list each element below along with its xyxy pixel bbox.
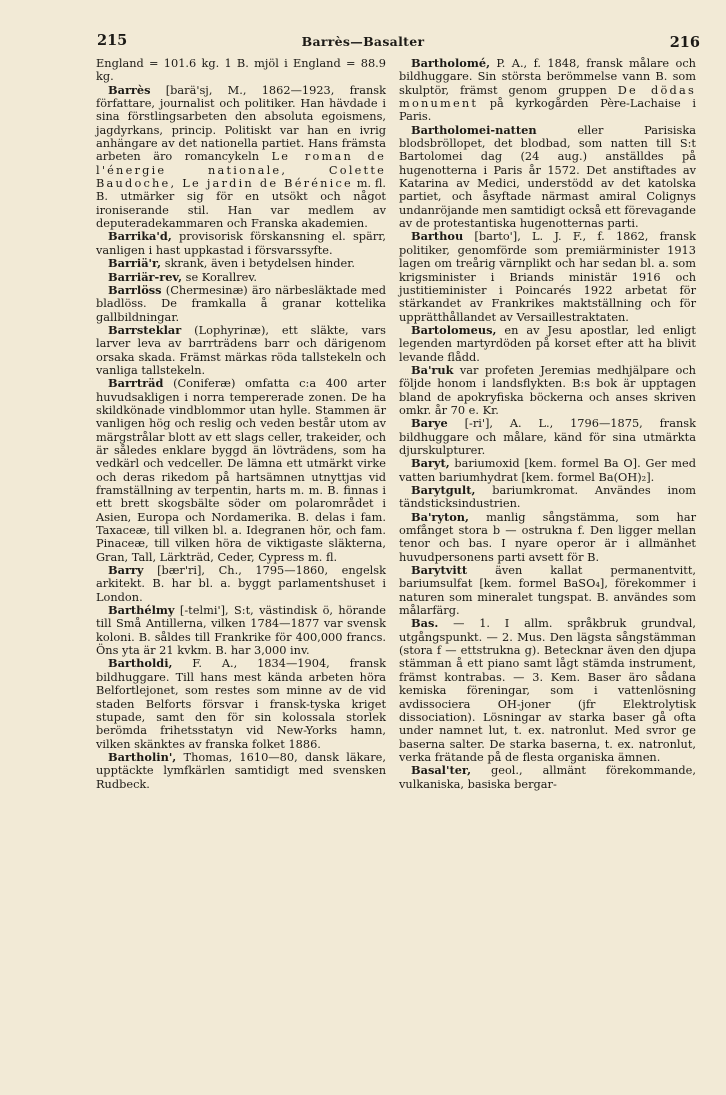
entry-text: på kyrkogården Père-Lachaise i Paris. — [399, 96, 696, 124]
entry-text: bariumoxid [kem. formel Ba O]. Ger med vatten bariumhydrat [kem. formel Ba(OH)₂]. — [399, 456, 696, 484]
entry-spaced-title: Le roman de l'énergie nationale, Colette Baudoche, Le jardin de Bérénice — [96, 149, 386, 191]
entry-text: Thomas, 1610—80, dansk läkare, upptäckte lymfkärlen samtidigt med svensken Rudbeck. — [96, 749, 386, 791]
entry-headword: Barrès — [108, 82, 151, 97]
entry-headword: Barrlöss — [108, 282, 162, 297]
entry-headword: Barriä'r, — [108, 256, 162, 271]
entry — [399, 764, 696, 791]
page-number-left: 215 — [97, 32, 128, 49]
entry-headword: Bartholin', — [108, 749, 177, 764]
entry-text: [bær'ri], Ch., 1795—1860, engelsk arkitekt. B. har bl. a. byggt parlamentshuset i London. — [96, 563, 386, 604]
entry-text: [-telmi'], S:t, västindisk ö, hörande till Små Antillerna, vilken 1784—1877 var svensk koloni. B. såldes till Frankrike för 400,000 francs. Öns yta är 21 kvkm. B. har 3,000 inv. — [96, 603, 386, 658]
left-column — [96, 57, 386, 791]
entry — [96, 324, 386, 377]
right-column — [399, 57, 696, 791]
entry-text: P. A., f. 1848, fransk målare och bildhuggare. Sin största berömmelse vann B. som skulptör, främst genom gruppen — [399, 56, 696, 97]
entry-text: provisorisk förskansning el. spärr, vanligen i hast uppkastad i försvarssyfte. — [96, 229, 386, 257]
entry — [96, 257, 386, 270]
running-title: Barrès—Basalter — [301, 34, 425, 49]
entry — [96, 564, 386, 604]
entry — [96, 657, 386, 750]
entry-text: (Chermesinæ) äro närbesläktade med bladlöss. De framkalla å granar kottelika gallbildningar. — [96, 282, 386, 324]
page-number-right: 216 — [669, 34, 700, 51]
entry — [96, 284, 386, 324]
entry-headword: Barye — [411, 416, 448, 431]
entry-text: (Lophyrinæ), ett släkte, vars larver leva av barrträdens barr och därigenom orsaka skada. Främst märkas röda tallstekeln och vanliga tallstekeln. — [96, 322, 386, 377]
entry — [399, 124, 696, 231]
entry-text: m. fl. B. utmärker sig för en utsökt och något ironiserande stil. Han var medlem av deputeradekammaren och Franska akademien. — [96, 176, 386, 231]
entry-headword: Bas. — [411, 616, 439, 631]
entry-headword: Ba'ruk — [411, 362, 454, 377]
entry-text: F. A., 1834—1904, fransk bildhuggare. Till hans mest kända arbeten höra Belfortlejonet, som restes som minne av de vid staden Belforts försvar i fransk-tyska kriget stupade, samt den för sin kolossala storlek berömda frihetsstatyn vid New-Yorks hamn, vilken skänktes av franska folket 1886. — [96, 656, 386, 751]
entry-spaced-title: De dödas monument — [399, 82, 696, 111]
entry — [399, 457, 696, 484]
entry-text: även kallat permanentvitt, bariumsulfat [kem. formel BaSO₄], förekommer i naturen som mineralet tungspat. B. användes som målarfärg. — [399, 563, 696, 618]
entry — [96, 377, 386, 564]
entry-text: en av Jesu apostlar, led enligt legenden martyrdöden på korset efter att ha blivit levande flådd. — [399, 322, 696, 364]
entry-headword: Bartholomei-natten — [411, 122, 537, 137]
entry — [399, 324, 696, 364]
entry-text: skrank, även i betydelsen hinder. — [161, 256, 356, 271]
entry-text: (Coniferæ) omfatta c:a 400 arter huvudsakligen i norra tempererade zonen. De ha skildkönade vindblommor utan hylle. Stammen är vanligen hög och reslig och veden består utom av märgstrålar blott av ett slags celler, trakeider, och är således enklare byggd än lövträdens, som ha vedkärl och vedceller. De lämna ett utmärkt virke och deras rikedom på hartsämnen utnyttjas vid framställning av terpentin, harts m. m. B. finnas i ett brett skogsbälte söder om polarområdet i Asien, Europa och Nordamerika. B. delas i fam. Taxaceæ, till vilken bl. a. Idegranen hör, och fam. Pinaceæ, till vilken höra de viktigaste släkterna, Gran, Tall, Lärkträd, Ceder, Cypress m. fl. — [96, 376, 386, 564]
entry — [96, 230, 386, 257]
entry-text: var profeten Jeremias medhjälpare och följde honom i landsflykten. B:s bok är upptagen bland de apokryfiska böckerna och anses skriven omkr. år 70 e. Kr. — [399, 362, 696, 417]
entry-headword: Barytgult, — [411, 483, 476, 497]
entry-headword: Barry — [108, 563, 144, 578]
entry — [96, 271, 386, 284]
entry-text: eller Parisiska blodsbröllopet, det blodbad, som natten till S:t Bartolomei dag (24 aug.) anställdes på hugenotterna i Paris år 1572. Det anstiftades av Katarina av Medici, understödd av det katolska partiet, och åsyftade närmast amiral Colignys undanröjande men samtidigt också ett förevagande av de protestantiska hugenotternas parti. — [399, 122, 696, 231]
entry-headword: Barrsteklar — [108, 322, 182, 337]
entry-text: England = 101.6 kg. 1 B. mjöl i England = 88.9 kg. — [96, 56, 386, 84]
entry-headword: Baryt, — [411, 456, 450, 471]
entry-text: — 1. I allm. språkbruk grundval, utgångspunkt. — 2. Mus. Den lägsta sångstämman (stora f — ettstrukna g). Betecknar även den djupa stämman å ett piano samt lågt stämda instrument, främst kontrabas. — 3. Kem. Baser äro sådana kemiska föreningar, som i vattenlösning avdissociera OH-joner (jfr Elektrolytisk dissociation). Lösningar av starka baser gå ofta under namnet lut, t. ex. natronlut. Med svror ge baserna salter. De starka baserna, t. ex. natronlut, verka frätande på de flesta organiska ämnen. — [399, 616, 696, 764]
entry-text: bariumkromat. Användes inom tändsticksindustrien. — [399, 483, 696, 511]
entry-text: manlig sångstämma, som har omfånget stora b — ostrukna f. Den ligger mellan tenor och bas. I nyare operor är i allmänhet huvudpersonens parti avsett för B. — [399, 509, 696, 564]
entry-headword: Basal'ter, — [411, 763, 472, 778]
entry-headword: Ba'ryton, — [411, 509, 469, 524]
entry — [96, 751, 386, 791]
entry-text: [barto'], L. J. F., f. 1862, fransk politiker, genomförde som premiärminister 1913 lagen om treårig värnplikt och har sedan bl. a. som krigsminister i Briands ministär 1916 och justitieminister i Poincarés 1922 arbetat för stärkandet av Frankrikes maktställning och för upprätthållandet av Versaillestraktaten. — [399, 229, 696, 324]
entry-headword: Barthélmy — [108, 603, 175, 618]
entry-text: [-ri'], A. L., 1796—1875, fransk bildhuggare och målare, känd för sina utmärkta djurskulpturer. — [399, 416, 696, 457]
entry — [96, 84, 386, 231]
entry-headword: Bartolomeus, — [411, 322, 497, 337]
entry-text: se Korallrev. — [182, 269, 258, 284]
entry-headword: Barthou — [411, 229, 464, 244]
entry — [399, 564, 696, 617]
entry-headword: Barriär-rev, — [108, 269, 183, 284]
entry-text: [barä'sj, M., 1862—1923, fransk författare, journalist och politiker. Han hävdade i sina förstlingsarbeten den absoluta egoismens, jagdyrkans, princip. Politiskt var han en ivrig anhängare av det nationella partiet. Hans främsta arbeten äro romancykeln — [96, 82, 386, 164]
entry — [399, 511, 696, 564]
entry — [399, 364, 696, 417]
entry-headword: Bartholdi, — [108, 656, 173, 671]
entry — [399, 57, 696, 124]
entry — [399, 617, 696, 764]
entry — [399, 230, 696, 323]
entry — [399, 417, 696, 457]
page-header — [0, 30, 726, 54]
entry-headword: Bartholomé, — [411, 56, 491, 70]
entry-headword: Barrträd — [108, 376, 164, 391]
entry — [96, 604, 386, 657]
entry-text: geol., allmänt förekommande, vulkaniska, basiska bergar- — [399, 763, 696, 791]
entry-headword: Barytvitt — [411, 563, 468, 578]
entry — [96, 57, 386, 84]
entry-headword: Barrika'd, — [108, 229, 172, 244]
entry — [399, 484, 696, 511]
